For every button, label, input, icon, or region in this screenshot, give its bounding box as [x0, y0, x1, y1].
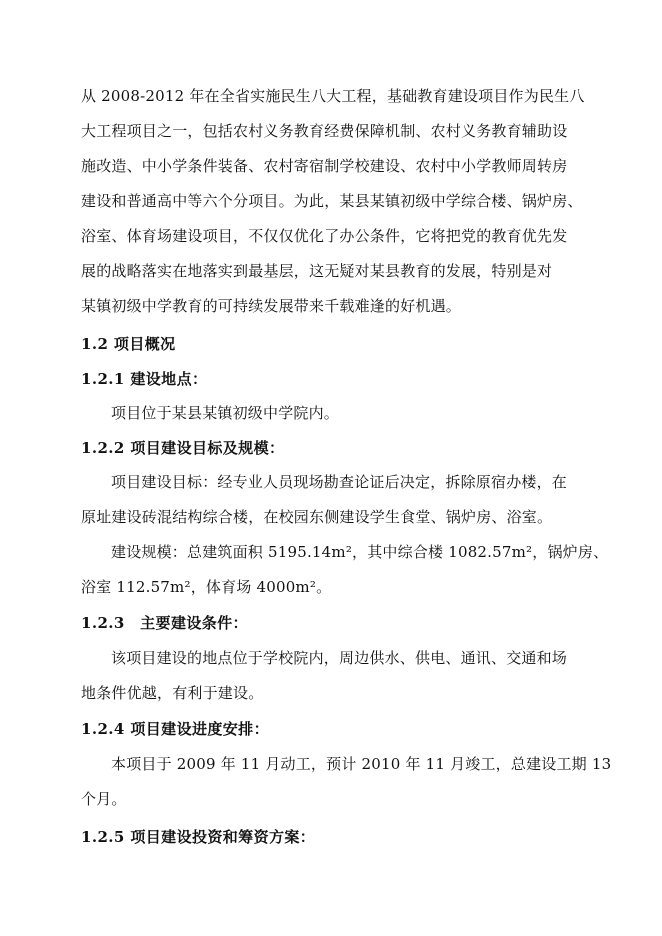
intro-line-7: 某镇初级中学教育的可持续发展带来千载难逢的好机遇。: [81, 297, 462, 315]
project-scale-line-1: 建设规模：总建筑面积 5195.14m²，其中综合楼 1082.57m²，锅炉房、: [111, 543, 609, 561]
construction-conditions-line-2: 地条件优越，有利于建设。: [81, 684, 264, 702]
intro-line-3: 施改造、中小学条件装备、农村寄宿制学校建设、农村中小学教师周转房: [81, 157, 568, 175]
project-scale-line-2: 浴室 112.57m²，体育场 4000m²。: [81, 578, 332, 596]
intro-line-4: 建设和普通高中等六个分项目。为此，某县某镇初级中学综合楼、锅炉房、: [81, 192, 583, 210]
section-heading-1-2: 1.2 项目概况: [81, 335, 176, 353]
section-heading-1-2-4: 1.2.4 项目建设进度安排：: [81, 720, 269, 738]
section-heading-1-2-1: 1.2.1 建设地点：: [81, 370, 208, 388]
intro-line-5: 浴室、体育场建设项目，不仅仅优化了办公条件，它将把党的教育优先发: [81, 227, 568, 245]
schedule-line-1: 本项目于 2009 年 11 月动工，预计 2010 年 11 月竣工，总建设工期 13: [111, 755, 612, 773]
intro-line-2: 大工程项目之一，包括农村义务教育经费保障机制、农村义务教育辅助设: [81, 122, 568, 140]
construction-conditions-line-1: 该项目建设的地点位于学校院内，周边供水、供电、通讯、交通和场: [111, 649, 568, 667]
intro-line-1: 从 2008-2012 年在全省实施民生八大工程，基础教育建设项目作为民生八: [81, 87, 585, 105]
construction-location-text: 项目位于某县某镇初级中学院内。: [111, 404, 340, 422]
section-heading-1-2-3: 1.2.3 主要建设条件：: [81, 614, 248, 632]
section-heading-1-2-5: 1.2.5 项目建设投资和筹资方案：: [81, 828, 316, 846]
schedule-line-2: 个月。: [81, 790, 127, 808]
section-heading-1-2-2: 1.2.2 项目建设目标及规模：: [81, 439, 285, 457]
project-goal-line-1: 项目建设目标：经专业人员现场勘查论证后决定，拆除原宿办楼，在: [111, 473, 568, 491]
project-goal-line-2: 原址建设砖混结构综合楼，在校园东侧建设学生食堂、锅炉房、浴室。: [81, 508, 553, 526]
intro-line-6: 展的战略落实在地落实到最基层，这无疑对某县教育的发展，特别是对: [81, 262, 553, 280]
